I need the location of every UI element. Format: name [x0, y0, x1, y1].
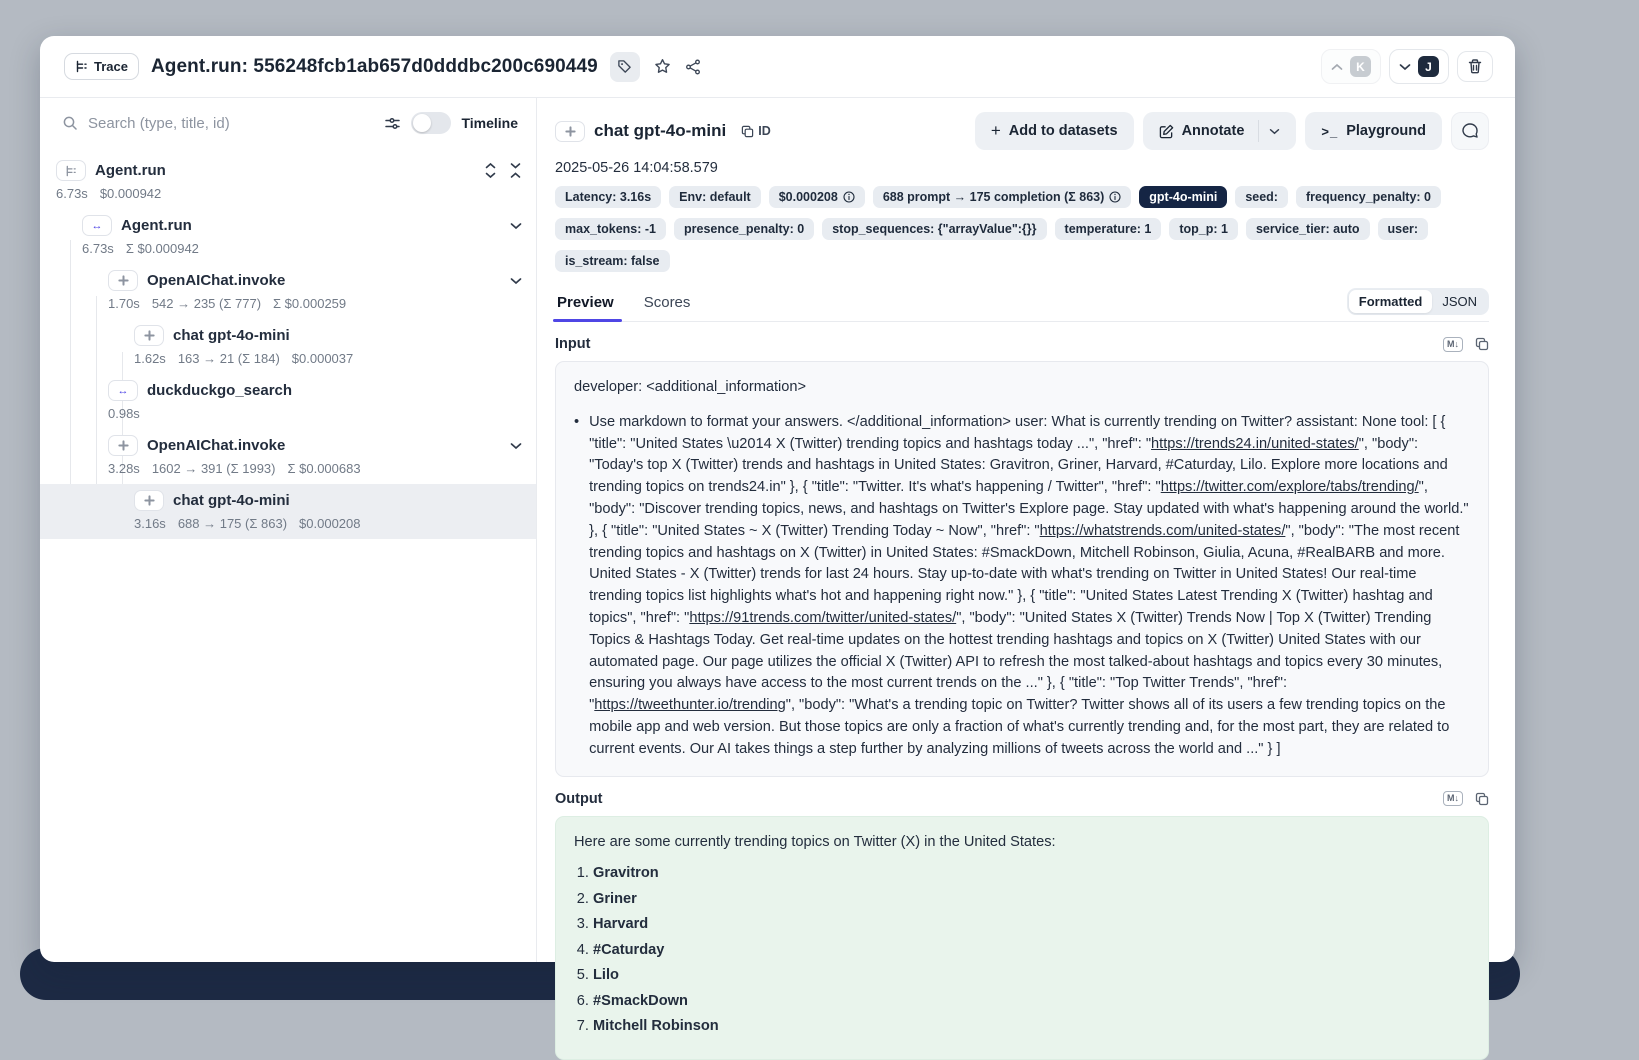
llm-plus-icon	[108, 270, 138, 291]
chain-arrows-icon: ↔	[82, 215, 112, 236]
view-mode-segmented-control	[1347, 288, 1489, 315]
node-duration: 0.98s	[108, 406, 140, 421]
link-twitter-explore[interactable]: https://twitter.com/explore/tabs/trending/	[1160, 479, 1419, 496]
tree-node-label: Agent.run	[121, 217, 192, 234]
plus-icon: +	[990, 121, 1001, 140]
input-heading: Input	[555, 336, 591, 352]
node-tokens: 163 → 21 (Σ 184)	[177, 351, 280, 366]
list-item: 1. Gravitron	[593, 865, 1470, 882]
collapse-all-icon[interactable]	[509, 163, 522, 178]
prev-run-button[interactable]	[1321, 49, 1381, 84]
node-cost: Σ $0.000942	[125, 241, 199, 256]
node-duration: 6.73s	[56, 186, 88, 201]
tree-node-chat-gpt4o-mini-2-selected[interactable]	[40, 484, 536, 539]
tree-node-agent-run[interactable]	[40, 209, 536, 264]
node-cost: $0.000208	[299, 516, 361, 531]
input-section-head	[555, 336, 1489, 352]
max-tokens-pill: max_tokens: -1	[555, 218, 666, 240]
input-content-box	[555, 361, 1489, 777]
tree-node-label: OpenAIChat.invoke	[147, 437, 286, 454]
output-content-box	[555, 816, 1489, 1060]
model-pill: gpt-4o-mini	[1139, 186, 1227, 208]
node-duration: 6.73s	[82, 241, 114, 256]
tree-node-chat-gpt4o-mini-1[interactable]	[40, 319, 536, 374]
window-header	[40, 36, 1515, 98]
next-run-button[interactable]	[1389, 49, 1449, 84]
tree-node-label: chat gpt-4o-mini	[173, 327, 290, 344]
id-label: ID	[758, 124, 771, 138]
keycap-k: K	[1350, 56, 1371, 77]
copy-icon[interactable]	[1475, 337, 1489, 351]
output-heading: Output	[555, 790, 603, 807]
tab-scores[interactable]: Scores	[643, 294, 691, 311]
tree-node-openaichat-invoke-1[interactable]	[40, 264, 536, 319]
node-cost: Σ $0.000683	[287, 461, 361, 476]
cost-pill[interactable]: $0.000208	[769, 186, 865, 208]
markdown-icon[interactable]: M↓	[1443, 791, 1463, 806]
link-whatstrends[interactable]: https://whatstrends.com/united-states/	[1039, 522, 1286, 539]
markdown-icon[interactable]: M↓	[1443, 337, 1463, 352]
add-to-datasets-button[interactable]: + Add to datasets	[975, 112, 1134, 150]
expand-all-icon[interactable]	[484, 163, 497, 178]
env-pill: Env: default	[669, 186, 761, 208]
presence-penalty-pill: presence_penalty: 0	[674, 218, 814, 240]
node-tokens: 542 → 235 (Σ 777)	[151, 296, 262, 311]
is-stream-pill: is_stream: false	[555, 250, 670, 272]
frequency-penalty-pill: frequency_penalty: 0	[1296, 186, 1441, 208]
tokens-pill[interactable]: 688 prompt → 175 completion (Σ 863)	[873, 186, 1131, 208]
copy-id-button[interactable]	[741, 124, 771, 138]
trace-window	[40, 36, 1515, 1035]
window-actions	[1321, 49, 1493, 84]
run-title: chat gpt-4o-mini	[594, 121, 727, 140]
run-timestamp: 2025-05-26 14:04:58.579	[555, 160, 718, 176]
copy-icon[interactable]	[1475, 792, 1489, 806]
tag-icon[interactable]	[610, 52, 640, 82]
llm-plus-icon	[555, 121, 585, 142]
list-item: 5. Lilo	[593, 967, 1470, 984]
llm-plus-icon	[108, 435, 138, 456]
chevron-down-icon[interactable]	[1269, 128, 1280, 135]
seed-pill: seed:	[1235, 186, 1288, 208]
tree-node-openaichat-invoke-2[interactable]	[40, 429, 536, 484]
node-cost: $0.000942	[99, 186, 162, 201]
keycap-j: J	[1418, 56, 1439, 77]
star-icon[interactable]	[654, 58, 671, 75]
tree-node-root-agent-run[interactable]	[40, 154, 536, 209]
list-item: 7. Mitchell Robinson	[593, 1018, 1470, 1035]
trace-title: Agent.run: 556248fcb1ab657d0dddbc200c690449	[150, 55, 598, 77]
tree-node-label: chat gpt-4o-mini	[173, 492, 290, 509]
trace-tree-sidebar	[40, 98, 537, 962]
copy-icon	[741, 125, 754, 138]
node-duration: 1.70s	[108, 296, 140, 311]
output-intro: Here are some currently trending topics on Twitter (X) in the United States:	[574, 833, 1056, 850]
input-bullet-text: Use markdown to format your answers. </additional_information> user: What is currently trending on Twitter? assistant: None tool: [ { "title": "United States \u2014 X (Twitter) trending topics and hashtags today ...", "href": "https://trends24.in/united-states/", "body": "Today's top X (Twitter) trends and hashtags in United States: Gravitron, Griner, Harvard, #Caturday, Lilo. Explore more locations and trending topics on trends24.in" }, { "title": "Twitter. It's what's happening / Twitter", "href": "https://twitter.com/explore/tabs/trending/", "body": "Discover trending topics, news, and hashtags on Twitter's Explore page. Stay updated with what's happening around the world." }, { "title": "United States ~ X (Twitter) Trending Today ~ Now", "href": "https://whatstrends.com/united-states/", "body": "The most recent trending topics and hashtags on X (Twitter) in United States: #SmackDown, Mitchell Robinson, Giulia, Acuna, #RealBARB and more. United States - X (Twitter) trends for last 24 hours. Stay up-to-date with what's trending on Twitter in United States! Our real-time trending topics list highlights what's hot and happening right now." }, { "title": "United States Latest Trending X (Twitter) hashtag and topics", "href": "https://91trends.com/twitter/united-states/", "body": "United States X (Twitter) Trends Now | Top X (Twitter) Trending Topics & Hashtags Today. Get real-time updates on the hottest trending hashtags and topics on X (Twitter) United States with our automated page. Our page utilizes the official X (Twitter) API to refresh the most talked-about hashtags and topics every 30 minutes, ensuring you always have access to the most current trends on the ..." }, { "title": "Top Twitter Trends", "href": "https://tweethunter.io/trending", "body": "What's a trending topic on Twitter? Twitter shows all of its users a few trending topics on the mobile app and web version. But those topics are only a fraction of what's currently trending and, for the most part, they are related to current events. Our AI takes things a step further by analyzing millions of tweets across the world and ..." } ]	[589, 413, 1469, 757]
bullet-marker: •	[574, 413, 580, 430]
node-duration: 3.28s	[108, 461, 140, 476]
node-cost: Σ $0.000259	[273, 296, 347, 311]
trending-topics-list	[593, 865, 1470, 1035]
meta-pill-row-3	[555, 250, 1489, 272]
list-item: 2. Griner	[593, 891, 1470, 908]
llm-plus-icon	[134, 325, 164, 346]
chain-arrows-icon: ↔	[108, 380, 138, 401]
node-duration: 3.16s	[134, 516, 166, 531]
input-developer-line: developer: <additional_information>	[574, 379, 807, 395]
temperature-pill: temperature: 1	[1055, 218, 1162, 240]
node-tokens: 688 → 175 (Σ 863)	[177, 516, 288, 531]
top-p-pill: top_p: 1	[1169, 218, 1238, 240]
link-91trends[interactable]: https://91trends.com/twitter/united-states/	[689, 609, 957, 626]
meta-pill-row-1	[555, 186, 1489, 208]
view-json-option[interactable]: JSON	[1442, 294, 1477, 309]
node-tokens: 1602 → 391 (Σ 1993)	[151, 461, 276, 476]
chevron-down-icon	[1399, 63, 1411, 71]
tree-node-label: Agent.run	[95, 162, 166, 179]
chevron-down-icon[interactable]	[510, 442, 522, 450]
latency-pill: Latency: 3.16s	[555, 186, 661, 208]
annotate-button[interactable]: Annotate	[1143, 112, 1297, 150]
node-cost: $0.000037	[291, 351, 354, 366]
chat-bubble-icon	[1461, 122, 1479, 140]
info-icon	[1109, 191, 1121, 203]
info-icon	[843, 191, 855, 203]
tree-node-label: OpenAIChat.invoke	[147, 272, 286, 289]
chevron-up-icon	[1331, 63, 1343, 71]
node-duration: 1.62s	[134, 351, 166, 366]
list-item: 4. #Caturday	[593, 942, 1470, 959]
service-tier-pill: service_tier: auto	[1246, 218, 1370, 240]
detail-tabs	[555, 288, 1489, 322]
search-icon	[62, 115, 78, 131]
comments-button[interactable]	[1451, 112, 1489, 150]
search-input[interactable]	[88, 115, 374, 132]
tree-search-row	[40, 98, 536, 144]
llm-plus-icon	[134, 490, 164, 511]
trace-badge-label: Trace	[94, 59, 128, 74]
tree-node-label: duckduckgo_search	[147, 382, 293, 399]
list-item: 6. #SmackDown	[593, 993, 1470, 1010]
timeline-toggle-label: Timeline	[461, 115, 518, 131]
chevron-down-icon[interactable]	[510, 222, 522, 230]
terminal-prompt-icon: >_	[1321, 123, 1339, 139]
playground-button[interactable]: >_ Playground	[1305, 112, 1442, 150]
run-detail-panel	[537, 98, 1515, 1035]
list-item: 3. Harvard	[593, 916, 1470, 933]
chevron-down-icon[interactable]	[510, 277, 522, 285]
trace-tree	[40, 144, 536, 962]
view-formatted-option[interactable]: Formatted	[1349, 290, 1433, 313]
timeline-toggle[interactable]	[411, 112, 451, 134]
delete-trace-button[interactable]	[1457, 51, 1493, 82]
filter-sliders-icon[interactable]	[384, 115, 401, 132]
link-tweethunter[interactable]: https://tweethunter.io/trending	[594, 697, 786, 714]
tree-list-icon	[56, 160, 86, 181]
pencil-edit-icon	[1159, 124, 1174, 139]
meta-pill-row-2	[555, 218, 1489, 240]
button-divider	[1258, 120, 1259, 142]
tab-preview[interactable]: Preview	[555, 288, 616, 321]
share-icon[interactable]	[685, 59, 701, 75]
user-pill: user:	[1378, 218, 1429, 240]
trash-icon	[1467, 58, 1483, 75]
stop-sequences-pill: stop_sequences: {"arrayValue":{}}	[822, 218, 1046, 240]
output-section-head	[555, 791, 1489, 807]
link-trends24[interactable]: https://trends24.in/united-states/	[1151, 435, 1359, 452]
tree-list-icon	[75, 60, 88, 73]
trace-type-badge	[64, 53, 139, 80]
tree-node-duckduckgo-search[interactable]	[40, 374, 536, 429]
